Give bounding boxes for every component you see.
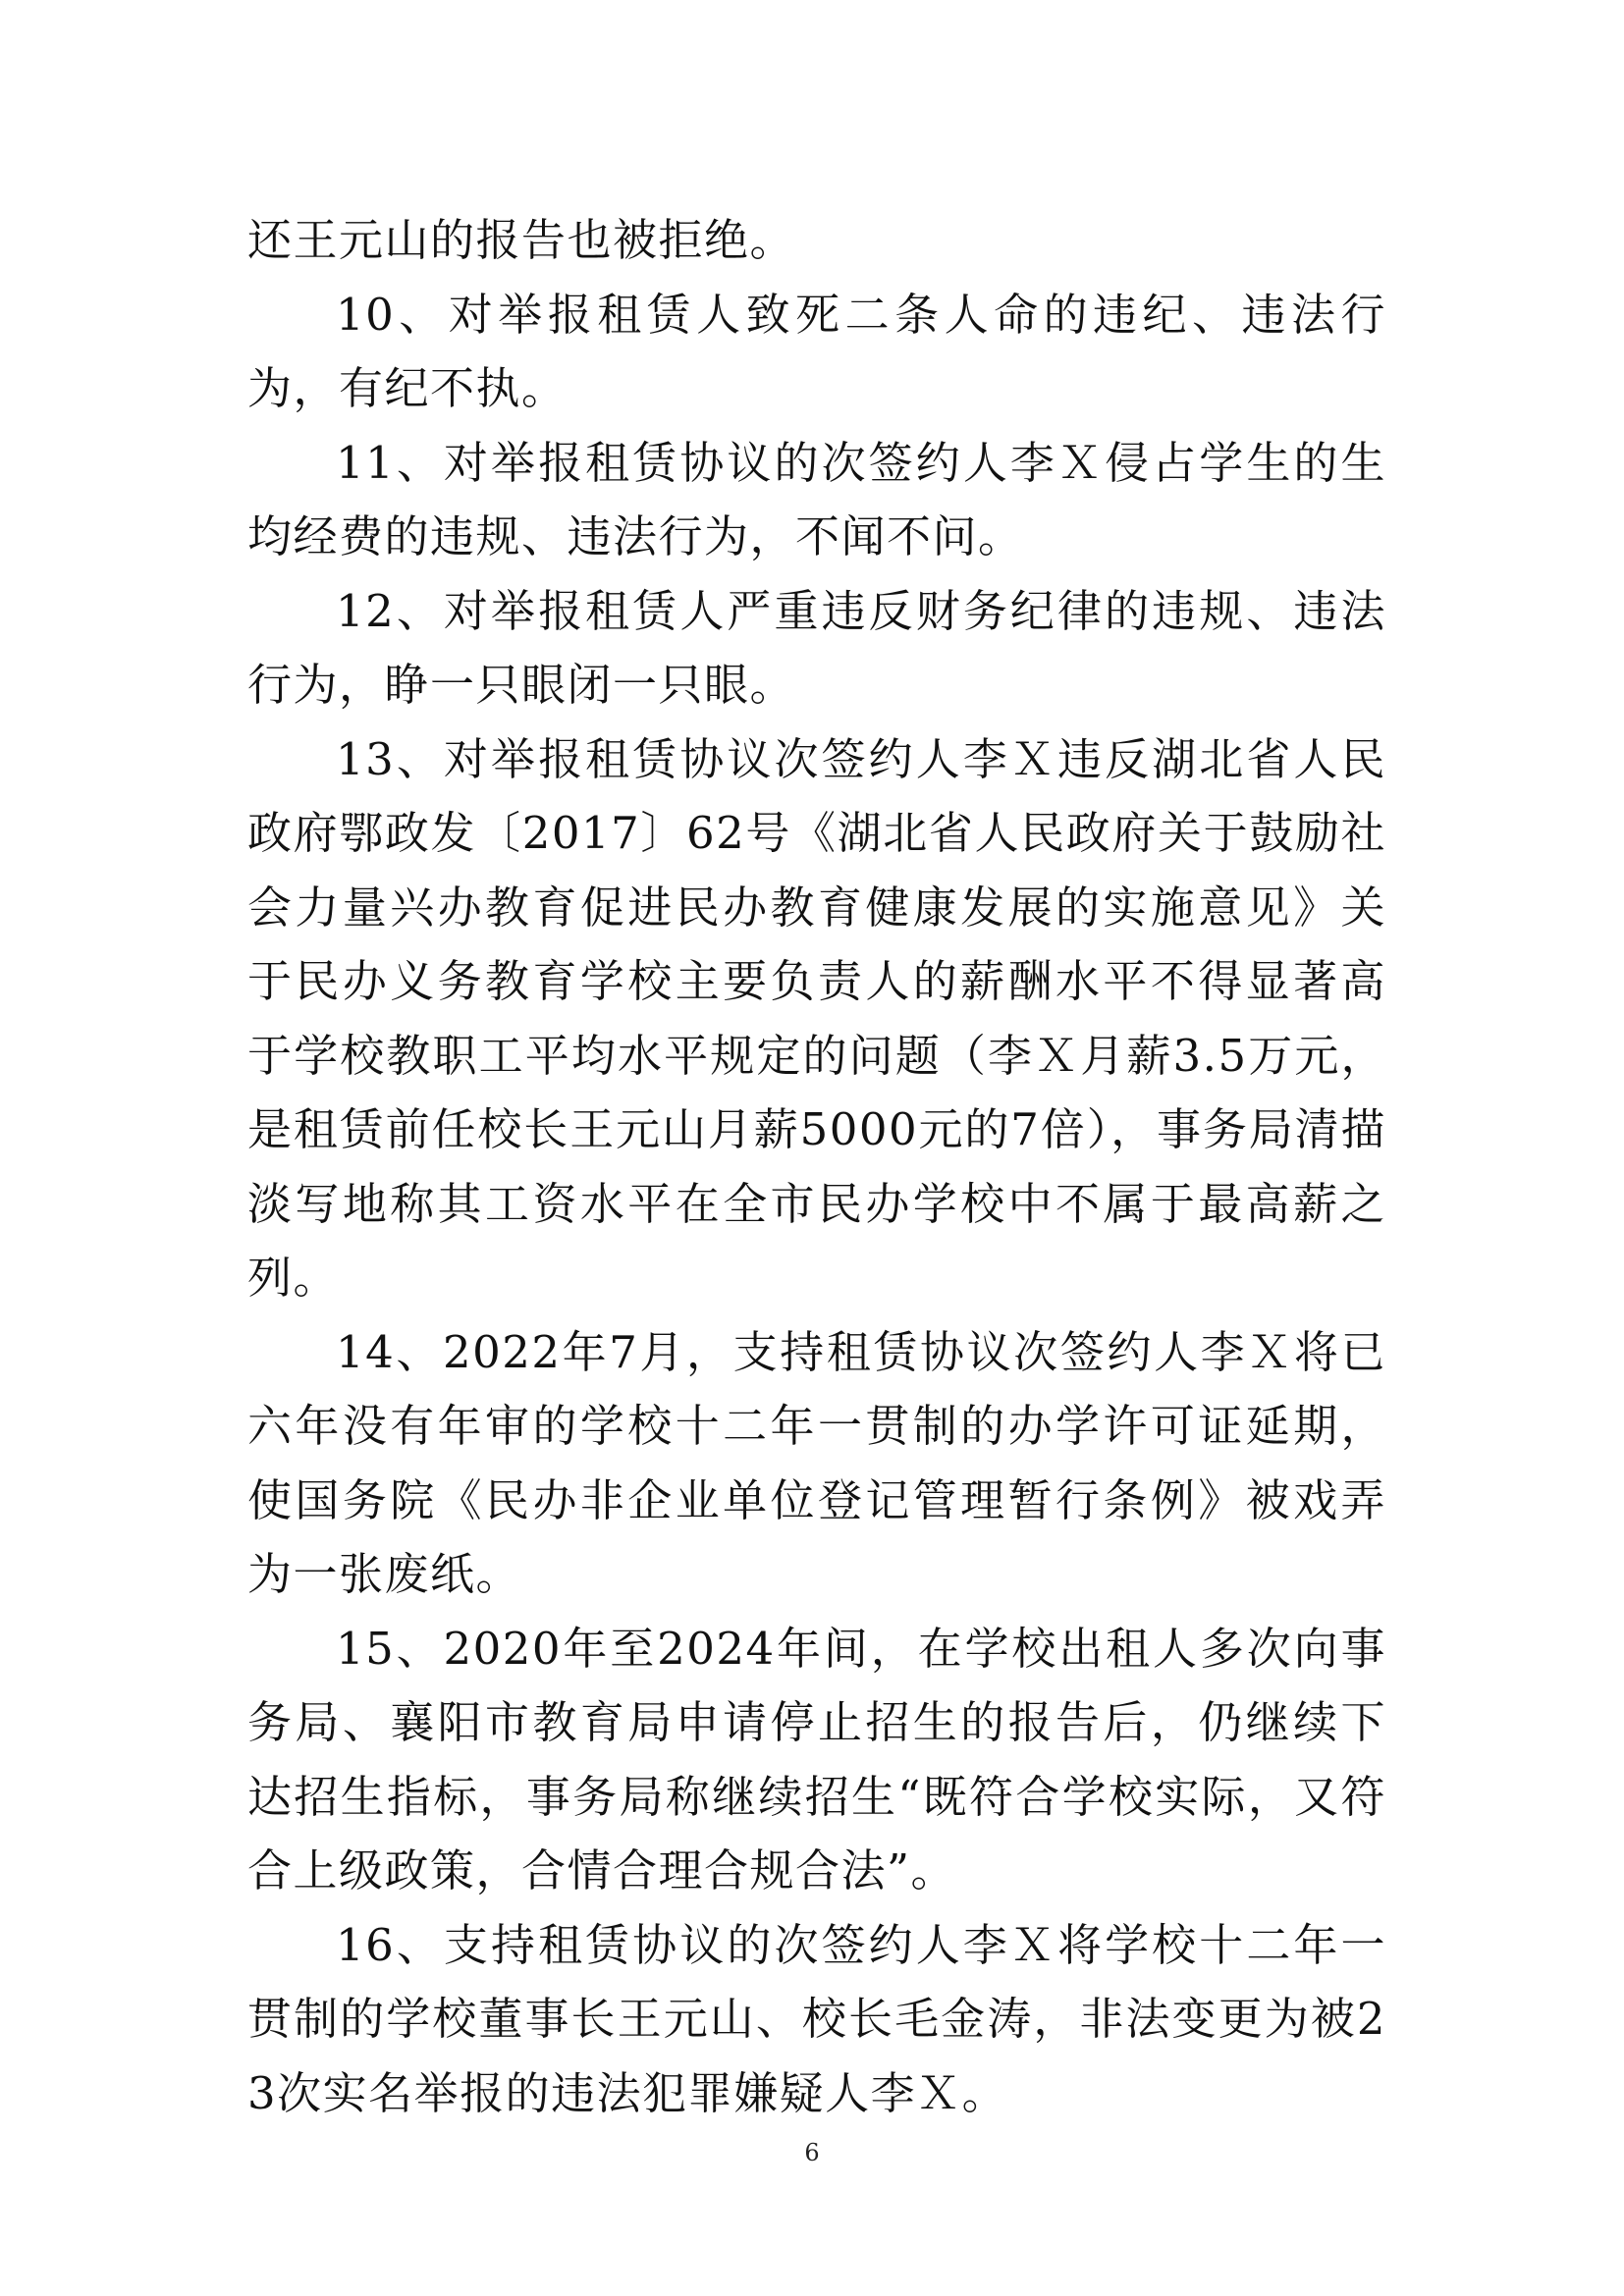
paragraph-item-15: 15、2020年至2024年间，在学校出租人多次向事务局、襄阳市教育局申请停止招生的报告后，仍继续下达招生指标，事务局称继续招生“既符合学校实际，又符合上级政策，合情合理合规合法”。 (247, 1622, 1386, 1896)
paragraph-item-13: 13、对举报租赁协议次签约人李Ｘ违反湖北省人民政府鄂政发〔2017〕62号《湖北省人民政府关于鼓励社会力量兴办教育促进民办教育健康发展的实施意见》关于民办义务教育学校主要负责人的薪酬水平不得显著高于学校教职工平均水平规定的问题（李Ｘ月薪3.5万元，是租赁前任校长王元山月薪5000元的7倍），事务局清描淡写地称其工资水平在全市民办学校中不属于最高薪之列。 (247, 732, 1386, 1304)
paragraph-item-10: 10、对举报租赁人致死二条人命的违纪、违法行为，有纪不执。 (247, 288, 1386, 414)
paragraph-item-12: 12、对举报租赁人严重违反财务纪律的违规、违法行为，睁一只眼闭一只眼。 (247, 584, 1386, 711)
paragraph-continuation: 还王元山的报告也被拒绝。 (247, 214, 796, 266)
paragraph-item-11: 11、对举报租赁协议的次签约人李Ｘ侵占学生的生均经费的违规、违法行为，不闻不问。 (247, 436, 1386, 562)
paragraph-item-16: 16、支持租赁协议的次签约人李Ｘ将学校十二年一贯制的学校董事长王元山、校长毛金涛，非法变更为被23次实名举报的违法犯罪嫌疑人李Ｘ。 (247, 1918, 1386, 2119)
document-body (247, 203, 1386, 2130)
paragraph-item-14: 14、2022年7月，支持租赁协议次签约人李Ｘ将已六年没有年审的学校十二年一贯制的办学许可证延期，使国务院《民办非企业单位登记管理暂行条例》被戏弄为一张废纸。 (247, 1325, 1386, 1600)
page-number: 6 (804, 2139, 820, 2166)
